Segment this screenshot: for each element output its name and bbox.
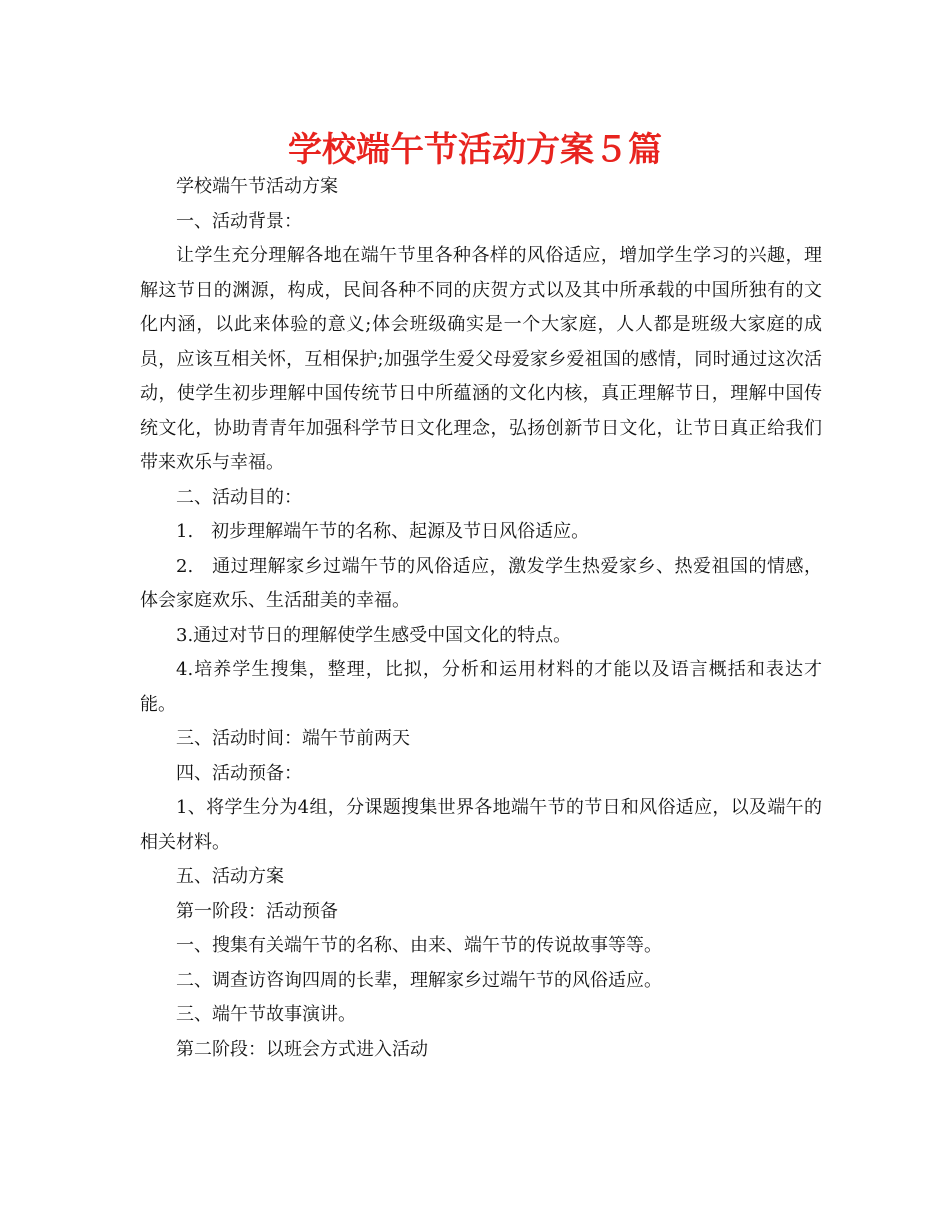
paragraph: 二、活动目的： — [176, 486, 302, 508]
paragraph: 二、调查访咨询四周的长辈，理解家乡过端午节的风俗适应。 — [176, 969, 662, 991]
paragraph: 学校端午节活动方案 — [176, 176, 338, 197]
paragraph: 2. 通过理解家乡过端午节的风俗适应，激发学生热爱家乡、热爱祖国的情感，体会家庭欢乐、生活甜美的幸福。 — [140, 555, 822, 611]
paragraph: 1. 初步理解端午节的名称、起源及节日风俗适应。 — [176, 521, 590, 542]
paragraph: 4.培养学生搜集，整理，比拟，分析和运用材料的才能以及语言概括和表达才能。 — [140, 659, 822, 715]
paragraph: 第二阶段：以班会方式进入活动 — [176, 1038, 428, 1060]
document-body — [140, 170, 822, 1067]
paragraph: 一、搜集有关端午节的名称、由来、端午节的传说故事等等。 — [176, 935, 662, 956]
paragraph: 三、端午节故事演讲。 — [176, 1004, 356, 1025]
paragraph: 四、活动预备： — [176, 762, 302, 784]
document-title: 学校端午节活动方案５篇 — [288, 130, 662, 170]
paragraph: 让学生充分理解各地在端午节里各种各样的风俗适应，增加学生学习的兴趣，理解这节日的渊源，构成，民间各种不同的庆贺方式以及其中所承载的中国所独有的文化内涵，以此来体验的意义;体会班级确实是一个大家庭，人人都是班级大家庭的成员，应该互相关怀，互相保护;加强学生爱父母爱家乡爱祖国的感情，同时通过这次活动，使学生初步理解中国传统节日中所蕴涵的文化内核，真正理解节日，理解中国传统文化，协助青青年加强科学节日文化理念，弘扬创新节日文化，让节日真正给我们带来欢乐与幸福。 — [140, 245, 822, 473]
paragraph: 3.通过对节日的理解使学生感受中国文化的特点。 — [176, 624, 572, 646]
paragraph: 三、活动时间：端午节前两天 — [176, 728, 410, 749]
paragraph: 第一阶段：活动预备 — [176, 900, 338, 922]
paragraph: 五、活动方案 — [176, 866, 284, 887]
paragraph: 1、将学生分为4组，分课题搜集世界各地端午节的节日和风俗适应，以及端午的相关材料。 — [140, 797, 822, 853]
paragraph: 一、活动背景： — [176, 210, 302, 232]
